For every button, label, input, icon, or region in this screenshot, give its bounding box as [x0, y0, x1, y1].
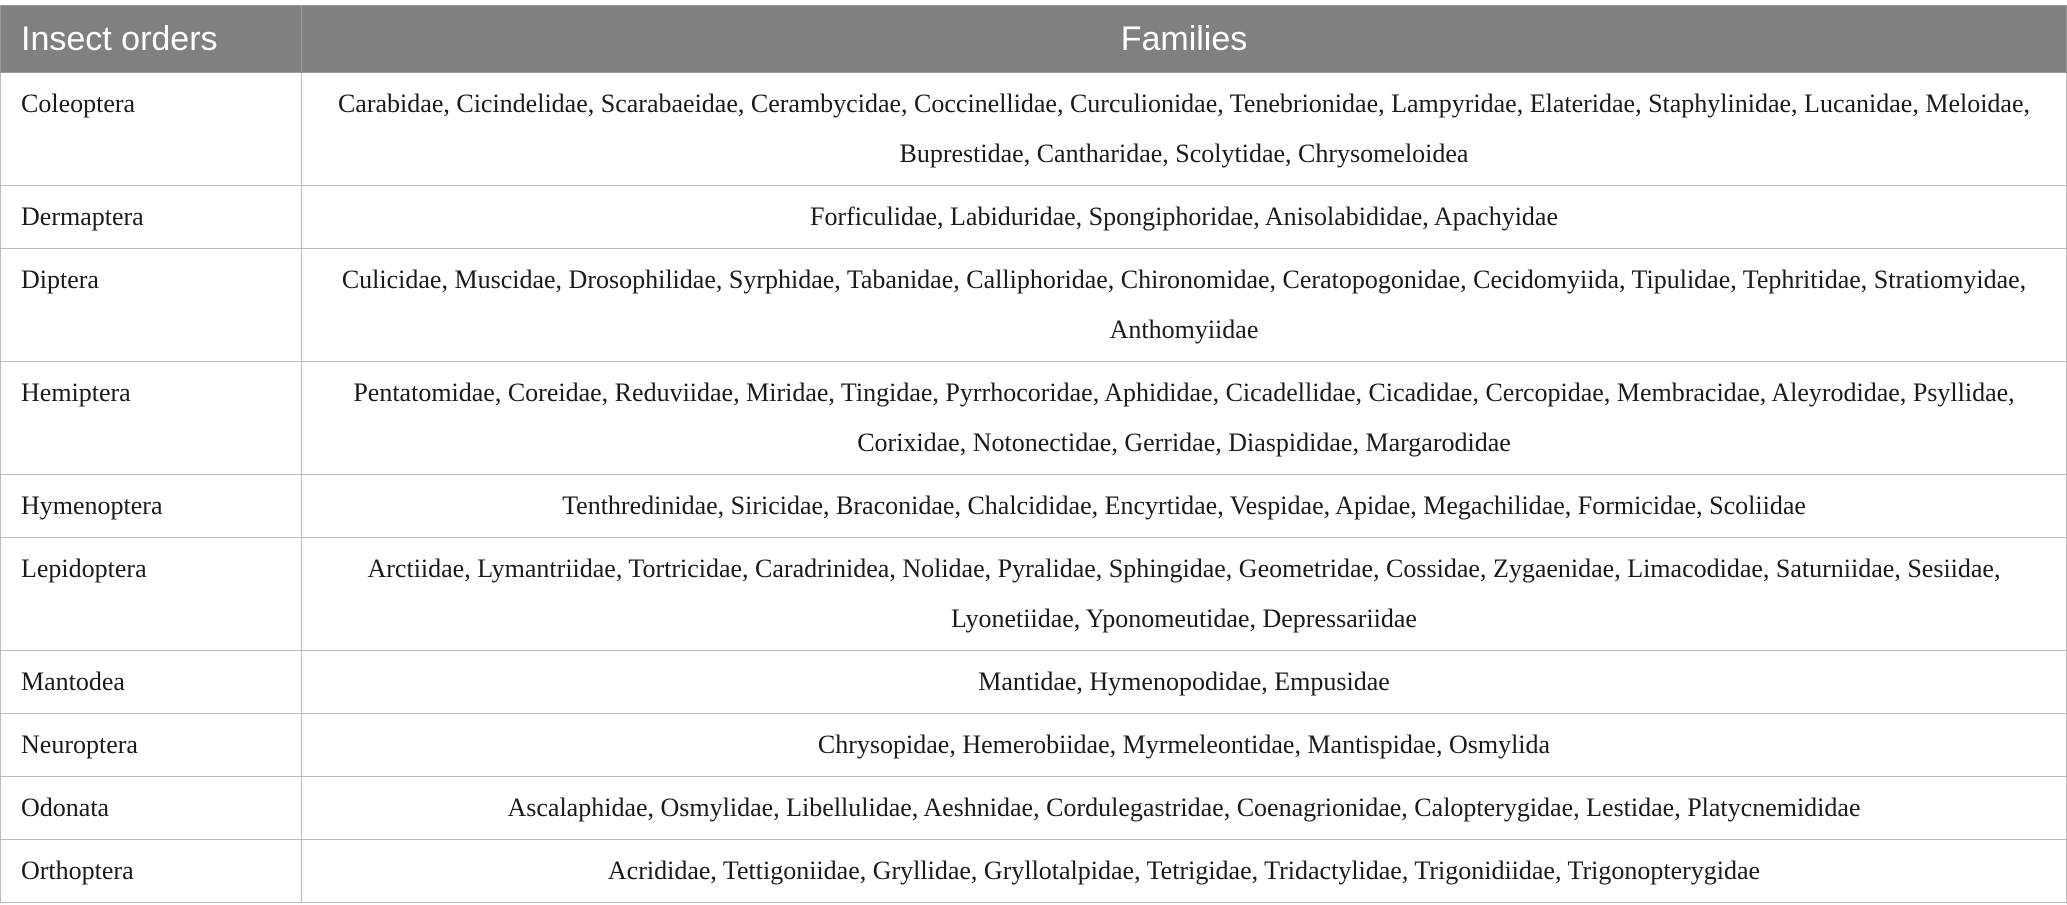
- families-cell: Chrysopidae, Hemerobiidae, Myrmeleontidae, Mantispidae, Osmylida: [302, 714, 2067, 777]
- families-cell: Culicidae, Muscidae, Drosophilidae, Syrphidae, Tabanidae, Calliphoridae, Chironomidae, Ceratopogonidae, Cecidomyiida, Tipulidae, Tephritidae, Stratiomyidae, Anthomyiidae: [302, 249, 2067, 362]
- families-cell: Carabidae, Cicindelidae, Scarabaeidae, Cerambycidae, Coccinellidae, Curculionidae, Tenebrionidae, Lampyridae, Elateridae, Staphylinidae, Lucanidae, Meloidae, Buprestidae, Cantharidae, Scolytidae, Chrysomeloidea: [302, 73, 2067, 186]
- table-row: [1, 73, 2067, 186]
- table-header: [1, 6, 2067, 73]
- table-row: [1, 840, 2067, 903]
- table-row: [1, 362, 2067, 475]
- order-cell: Lepidoptera: [1, 538, 302, 651]
- order-cell: Hymenoptera: [1, 475, 302, 538]
- families-cell: Mantidae, Hymenopodidae, Empusidae: [302, 651, 2067, 714]
- order-cell: Hemiptera: [1, 362, 302, 475]
- table-row: [1, 249, 2067, 362]
- order-cell: Diptera: [1, 249, 302, 362]
- table-body: [1, 73, 2067, 903]
- families-cell: Arctiidae, Lymantriidae, Tortricidae, Caradrinidea, Nolidae, Pyralidae, Sphingidae, Geometridae, Cossidae, Zygaenidae, Limacodidae, Saturniidae, Sesiidae, Lyonetiidae, Yponomeutidae, Depressariidae: [302, 538, 2067, 651]
- order-cell: Odonata: [1, 777, 302, 840]
- column-header-families: Families: [302, 6, 2067, 73]
- column-header-insect-orders: Insect orders: [1, 6, 302, 73]
- table-row: [1, 651, 2067, 714]
- table-row: [1, 777, 2067, 840]
- families-cell: Ascalaphidae, Osmylidae, Libellulidae, Aeshnidae, Cordulegastridae, Coenagrionidae, Calopterygidae, Lestidae, Platycnemididae: [302, 777, 2067, 840]
- order-cell: Dermaptera: [1, 186, 302, 249]
- families-cell: Forficulidae, Labiduridae, Spongiphoridae, Anisolabididae, Apachyidae: [302, 186, 2067, 249]
- table-row: [1, 186, 2067, 249]
- table-container: [0, 5, 2066, 903]
- header-row: [1, 6, 2067, 73]
- insect-families-table: [0, 5, 2067, 903]
- order-cell: Coleoptera: [1, 73, 302, 186]
- table-row: [1, 475, 2067, 538]
- table-row: [1, 714, 2067, 777]
- order-cell: Neuroptera: [1, 714, 302, 777]
- order-cell: Mantodea: [1, 651, 302, 714]
- families-cell: Pentatomidae, Coreidae, Reduviidae, Miridae, Tingidae, Pyrrhocoridae, Aphididae, Cicadellidae, Cicadidae, Cercopidae, Membracidae, Aleyrodidae, Psyllidae, Corixidae, Notonectidae, Gerridae, Diaspididae, Margarodidae: [302, 362, 2067, 475]
- families-cell: Tenthredinidae, Siricidae, Braconidae, Chalcididae, Encyrtidae, Vespidae, Apidae, Megachilidae, Formicidae, Scoliidae: [302, 475, 2067, 538]
- families-cell: Acrididae, Tettigoniidae, Gryllidae, Gryllotalpidae, Tetrigidae, Tridactylidae, Trigonidiidae, Trigonopterygidae: [302, 840, 2067, 903]
- table-row: [1, 538, 2067, 651]
- order-cell: Orthoptera: [1, 840, 302, 903]
